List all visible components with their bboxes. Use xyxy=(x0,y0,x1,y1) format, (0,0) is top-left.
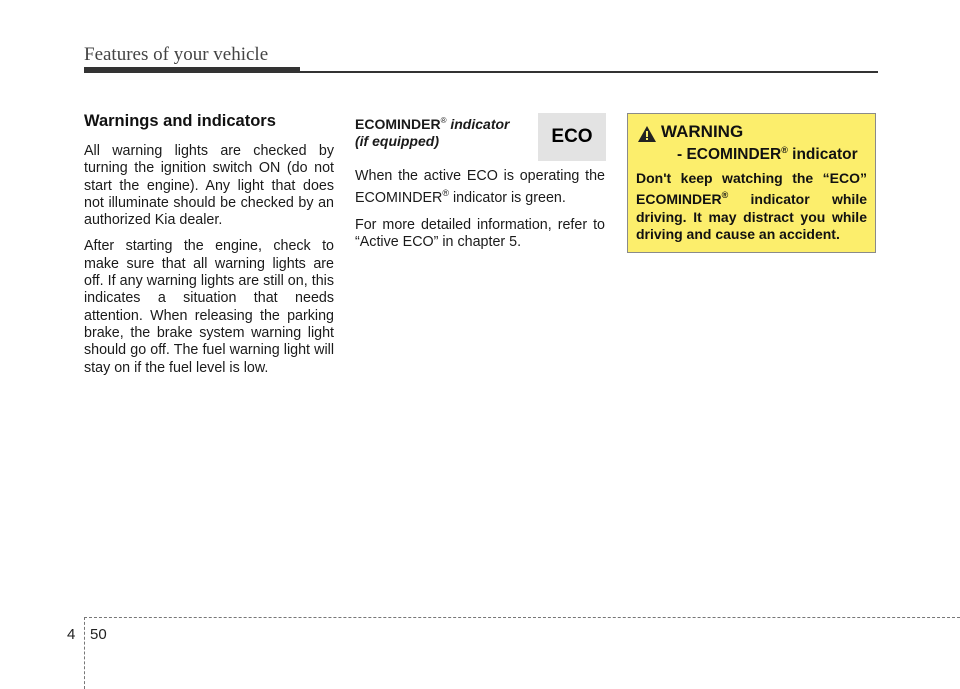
ecominder-heading-suffix: indicator xyxy=(446,116,510,132)
warning-box xyxy=(627,113,876,253)
header-rule-thin xyxy=(300,71,878,73)
warning-body-start: Don't keep watching the “ECO” ECOMINDER xyxy=(636,170,867,208)
ecominder-heading-note: (if equipped) xyxy=(355,133,439,149)
page-number: 50 xyxy=(90,626,107,643)
warning-header xyxy=(636,122,867,164)
paragraph-1: All warning lights are checked by turning the ignition switch ON (do not start the engine). Any light that does not illuminate should be checked by an authorized Kia dealer. xyxy=(84,143,334,229)
warning-subtitle xyxy=(677,141,858,164)
ecominder-heading xyxy=(355,112,535,150)
registered-mark: ® xyxy=(781,145,788,155)
ecominder-heading-name: ECOMINDER xyxy=(355,116,441,132)
warnings-section xyxy=(84,112,334,386)
paragraph-2: After starting the engine, check to make sure that all warning lights are off. If any warning lights are still on, this indicates a situation that needs attention. When releasing the parking brake, the brake system warning light should go off. The fuel warning light will stay on if the fuel level is low. xyxy=(84,238,334,376)
warning-triangle-icon xyxy=(638,126,656,142)
ecominder-paragraph-1 xyxy=(355,168,605,208)
header-rule-thick xyxy=(84,67,300,73)
registered-mark: ® xyxy=(721,190,729,201)
chapter-number: 4 xyxy=(67,626,76,643)
page-header-title: Features of your vehicle xyxy=(84,44,269,65)
ecominder-p1-start: When the active ECO is operating the ECOMINDER xyxy=(355,168,605,207)
ecominder-p1-end: indicator is green. xyxy=(449,190,566,207)
footer-vertical-divider xyxy=(84,617,85,689)
warning-subtitle-end: indicator xyxy=(787,146,858,163)
ecominder-paragraph-2: For more detailed information, refer to “Active ECO” in chapter 5. xyxy=(355,216,605,250)
warning-body-end: indicator while driving. It may distract you while driving and cause an accident. xyxy=(636,191,867,242)
eco-indicator-badge: ECO xyxy=(538,113,606,161)
footer-divider xyxy=(84,617,960,618)
warning-title: WARNING xyxy=(661,122,744,141)
registered-mark: ® xyxy=(442,188,450,199)
registered-mark: ® xyxy=(440,116,447,125)
warning-body xyxy=(636,170,867,243)
warning-subtitle-start: - ECOMINDER xyxy=(677,146,782,163)
section-heading: Warnings and indicators xyxy=(84,112,276,130)
